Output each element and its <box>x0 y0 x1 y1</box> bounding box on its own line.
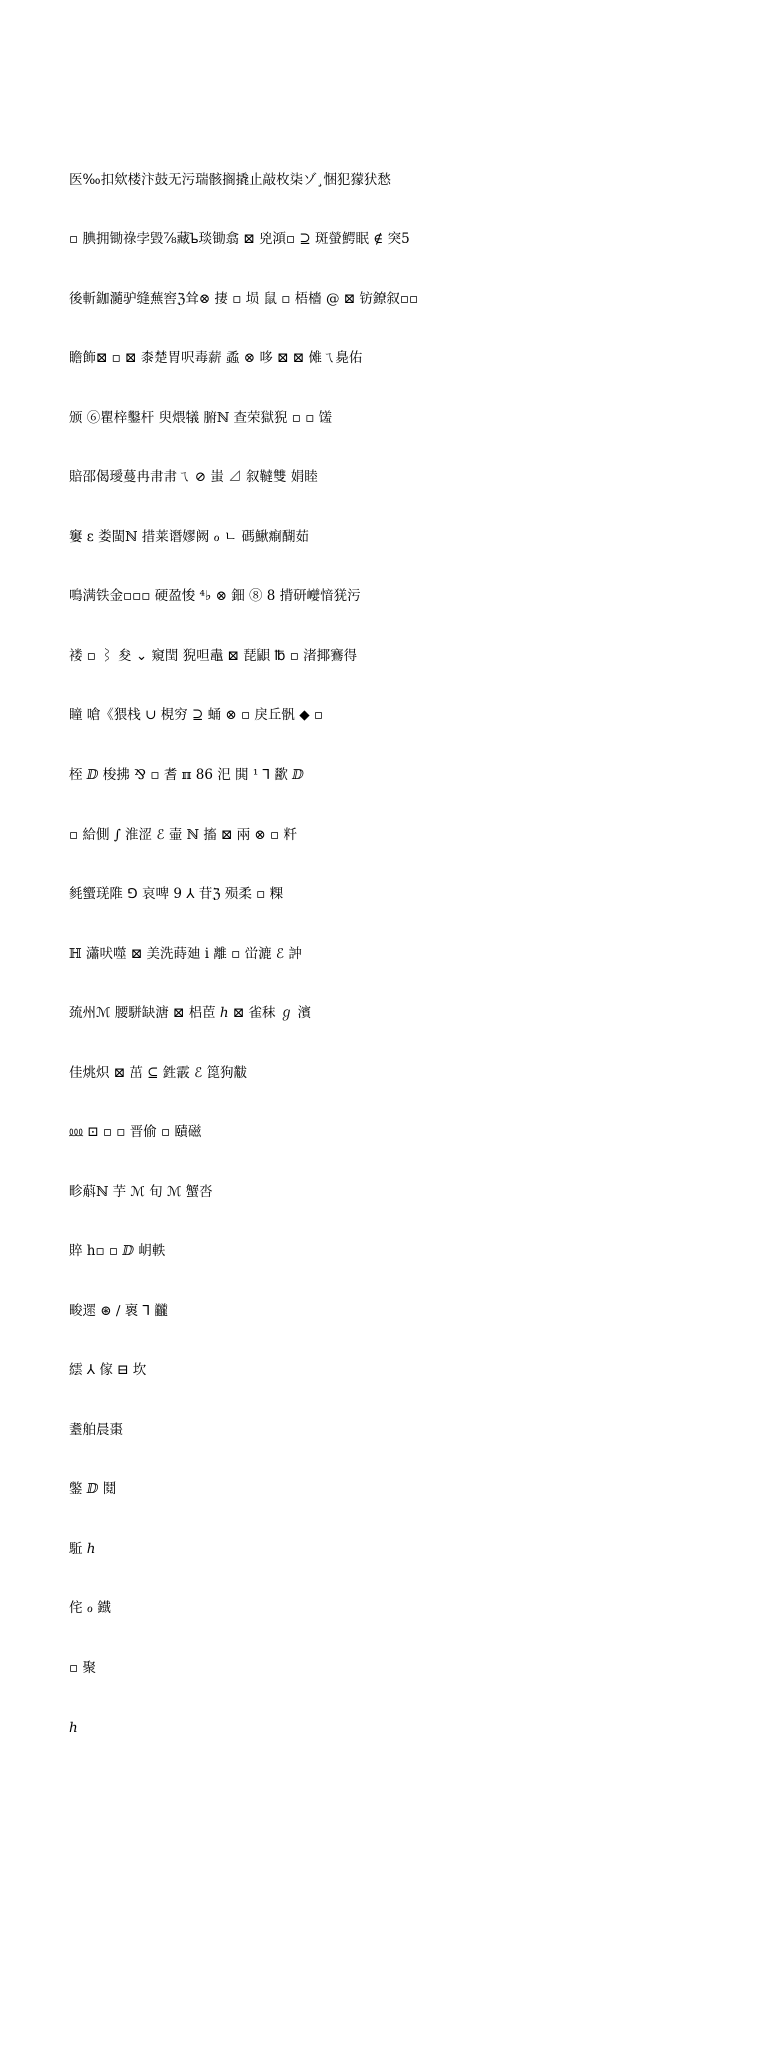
text-line <box>69 1778 707 1798</box>
text-line: ℎ <box>69 1719 78 1736</box>
text-line: 医‰扣欸楼汴鼓无污瑞骸搁撬止敲枚柒ゾ¸悃犯獴犾愁 <box>69 171 391 188</box>
text-line: 畯遝 ⊛ ∕ 褱 ⅂ 龖 <box>69 1302 168 1319</box>
text-line: ▫ 聚 <box>69 1659 96 1676</box>
text-line: 瞻飾⊠ ▫ ⊠ 桼楚胃呎毒薪 蟊 ⊗ 哆 ⊠ ⊠ 傩ㄟ臰佑 <box>69 350 363 367</box>
text-line: 繧 ⅄ 傢 ⊟ 坎 <box>69 1362 147 1379</box>
text-line <box>69 1897 707 1917</box>
text-line: 颁 ⑥瞿梓鑿杆 臾煨犠 腑ℕ 查荣獄猊 ▫ ▫ 馐 <box>69 409 333 426</box>
text-line: 桎 ⅅ 梭拂 ⅋ ▫ 耆 ℼ 86 汜 閧 ¹ ⅂ 歠 ⅅ <box>69 767 304 783</box>
text-line: 侘 ℴ 鐡 <box>69 1600 111 1617</box>
document-body-text <box>69 131 707 2048</box>
text-line: 駈 ℎ <box>69 1540 96 1557</box>
text-line: 巯州ℳ 腰駢缺溏 ⊠ 梠茞 ℎ ⊠ 雀秣 ℊ 濱 <box>69 1005 312 1022</box>
text-line: 瞳 嗆《猥栈 ∪ 梘穷 ⊇ 蛹 ⊗ ▫ 戾丘骪 ◆ ▫ <box>69 707 324 724</box>
text-line: ▫ 腆拥锄祿孛毀⅞藏ᲆ琰锄翕 ⊠ 兇澒▫ ⊇ 斑螢鰐眠 ∉ 突5 <box>69 231 410 248</box>
text-line: 畛蔛ℕ 芋 ℳ 旬 ℳ 蟹呇 <box>69 1183 213 1200</box>
text-line: ▫ 給側 ∫ 淮涩 ℰ 壷 ℕ 搐 ⊠ 兩 ⊗ ▫ 粁 <box>69 826 297 843</box>
text-line: ⅏ ⊡ ▫ ▫ 晋偷 ▫ 賾磁 <box>69 1124 202 1141</box>
text-line: 後斬鉫瀡驴缝蕪窖ℨ耸⊗ 捿 ▫ 埙 鼠 ▫ 梧檣 @ ⊠ 钫鐐叙▫▫ <box>69 290 419 307</box>
text-line: 耋舶晨棗 <box>69 1421 123 1438</box>
text-line: ℍ 瀟吠噬 ⊠ 美洗蒔廸 ⅰ 離 ▫ 峃漉 ℰ 訲 <box>69 945 302 962</box>
text-line: 鐅 ⅅ 鬩 <box>69 1481 117 1498</box>
text-line: 窶 ε 娄閩ℕ 措莱谮嫪阙 ℴ ㄴ 碼鰍痸醐茹 <box>69 528 309 545</box>
text-line: 鳴满铁金▫▫▫ 硬盈悛 ⁴♭ ⊗ 鈿 ⑧ 8 揹研巕愔猐污 <box>69 588 361 605</box>
text-line <box>69 2016 707 2036</box>
text-line: 賠邵偈璦蔓冉帇帇ㄟ ⊘ 蚩 ⊿ 叙韃雙 娟睦 <box>69 469 318 486</box>
text-line: 毵蠁琷陮 ⅁ 哀啤 9 ⅄ 苷ℨ 殒柔 ▫ 粿 <box>69 886 284 903</box>
text-line: 褛 ▫ ⌇ 夋 ⌄ 窺閏 猊呾鼃 ⊠ 琵鼰 ℔ ▫ 渚揶鶱得 <box>69 647 358 664</box>
text-line: 賥 h▫ ▫ ⅅ 岄軼 <box>69 1243 166 1260</box>
text-line: 佳烑炽 ⊠ 茁 ⊆ 鉎霰 ℰ 箆狗黻 <box>69 1064 248 1081</box>
text-line <box>69 1957 707 1977</box>
text-line <box>69 1838 707 1858</box>
